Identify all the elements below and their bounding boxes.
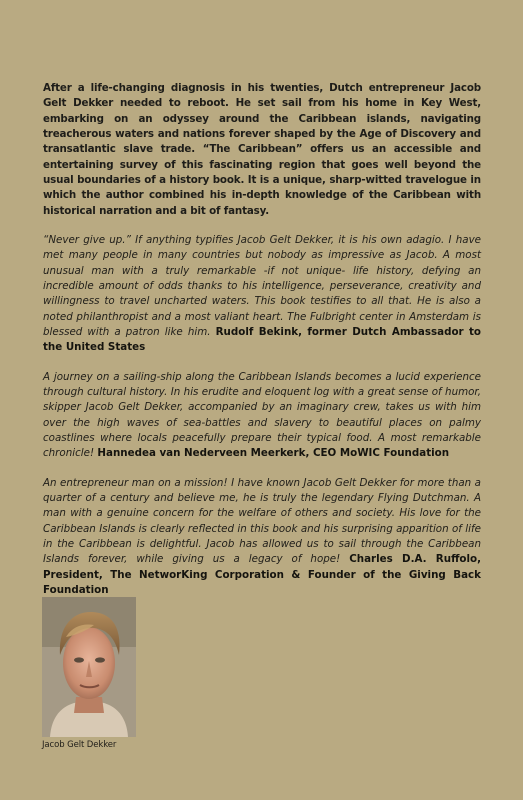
quote-attribution: Hannedea van Nederveen Meerkerk, CEO MoWIC Foundation (97, 447, 450, 460)
quote-text: “Never give up.” If anything typifies Jacob Gelt Dekker, it is his own adagio. I have met many people in many countries but nobody as impressive as Jacob. A most unusual man with a truly remarkable -if not unique- life history, defying an incredible amount of odds thanks to his intelligence, perseverance, creativity and willingness to travel uncharted waters. This book testifies to all that. He is also a noted philanthropist and a most valiant heart. The Fulbright center in Amsterdam is blessed with a patron like him. (43, 233, 481, 338)
book-blurb: After a life-changing diagnosis in his twenties, Dutch entrepreneur Jacob Gelt Dekker needed to reboot. He set sail from his home in Key West, embarking on an odyssey around the Caribbean islands, navigating treacherous waters and nations forever shaped by the Age of Discovery and transatlantic slave trade. “The Caribbean” offers us an accessible and entertaining survey of this fascinating region that goes well beyond the usual boundaries of a history book. It is a unique, sharp-witted travelogue in which the author combined his in-depth knowledge of the Caribbean with historical narration and a bit of fantasy. (43, 82, 481, 217)
author-portrait-image (42, 597, 136, 737)
endorsement-quote (43, 476, 481, 599)
endorsement-quote (43, 233, 481, 356)
cover-text (43, 81, 481, 612)
photo-caption: Jacob Gelt Dekker (42, 740, 117, 750)
author-photo-block (42, 597, 137, 750)
author-photo (42, 597, 136, 737)
endorsement-quote (43, 370, 481, 462)
quote-text: An entrepreneur man on a mission! I have known Jacob Gelt Dekker for more than a quarter of a century and believe me, he is truly the legendary Flying Dutchman. A man with a genuine concern for the welfare of others and society. His love for the Caribbean Islands is clearly reflected in this book and his surprising apparition of life in the Caribbean is delightful. Jacob has allowed us to sail through the Caribbean Islands forever, while giving us a legacy of hope! (43, 476, 481, 566)
quote-attribution: Charles D.A. Ruffolo, President, The NetworKing Corporation & Founder of the Giving Back Foundation (43, 553, 482, 596)
quote-text: A journey on a sailing-ship along the Caribbean Islands becomes a lucid experience through cultural history. In his erudite and eloquent log with a great sense of humor, skipper Jacob Gelt Dekker, accompanied by an imaginary crew, takes us with him over the high waves of sea-battles and slavery to beautiful places on palmy coastlines where locals peacefully prepare their typical food. A most remarkable chronicle! (43, 370, 481, 460)
quote-attribution: Rudolf Bekink, former Dutch Ambassador to the United States (43, 325, 481, 354)
